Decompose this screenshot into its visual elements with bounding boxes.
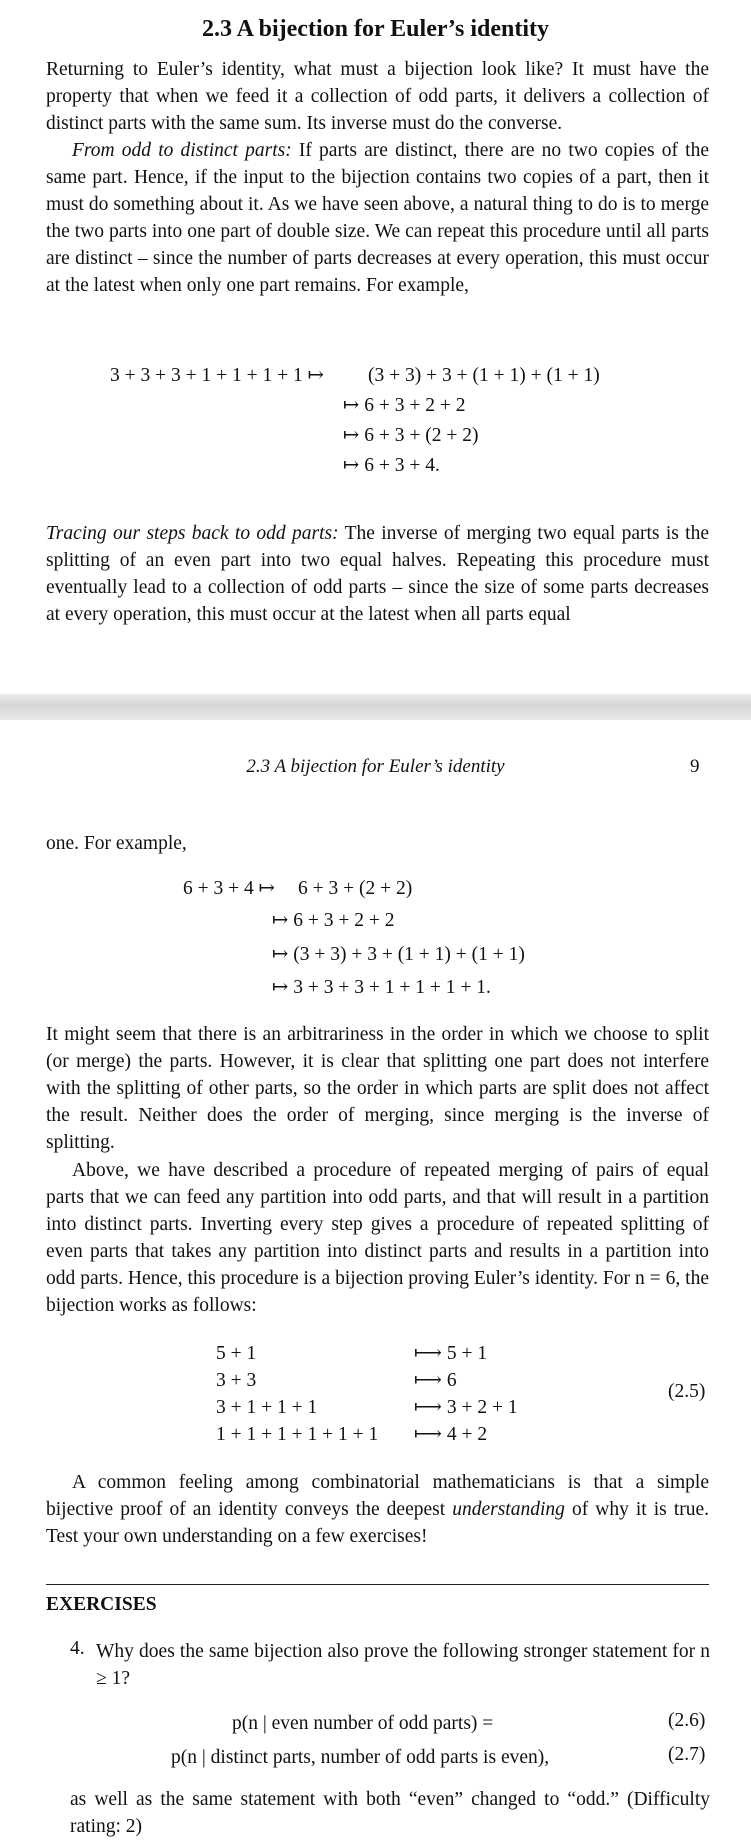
example-line: ↦ 3 + 3 + 3 + 1 + 1 + 1 + 1. <box>272 977 491 998</box>
running-head: 2.3 A bijection for Euler’s identity <box>246 756 505 777</box>
example-line: 6 + 3 + (2 + 2) <box>298 878 413 899</box>
table-left: 1 + 1 + 1 + 1 + 1 + 1 <box>216 1424 379 1445</box>
exercises-heading: EXERCISES <box>46 1594 157 1615</box>
paragraph-understanding <box>46 1469 709 1550</box>
example-lhs: 6 + 3 + 4 ↦ <box>183 878 275 899</box>
paragraph-body: A common feeling among combinatorial mathematicians is that a simple bijective proof of an identity conveys the deepest <box>46 1472 709 1520</box>
example-line: ↦ 6 + 3 + 4. <box>343 455 440 476</box>
paragraph-intro: Returning to Euler’s identity, what must a bijection look like? It must have the property that when we feed it a collection of odd parts, it delivers a collection of distinct parts with the same sum. Its inverse must do the converse. <box>46 59 709 134</box>
exercise-number: 4. <box>70 1638 85 1659</box>
equation-number: (2.6) <box>668 1710 706 1731</box>
exercise-equation: p(n | even number of odd parts) = <box>232 1713 494 1734</box>
example-line: (3 + 3) + 3 + (1 + 1) + (1 + 1) <box>368 365 600 386</box>
paragraph-odd-to-distinct <box>46 137 709 299</box>
section-heading: 2.3 A bijection for Euler’s identity <box>201 16 550 42</box>
example-line: ↦ 6 + 3 + (2 + 2) <box>343 425 479 446</box>
table-right: ⟼ 6 <box>414 1370 457 1391</box>
section-divider <box>46 1584 709 1585</box>
paragraph-procedure: Above, we have described a procedure of repeated merging of pairs of equal parts that we can feed any partition into odd parts, and that will result in a partition into distinct parts. Inverting every step gives a procedure of repeated splitting of even parts that takes any partition into distinct parts and results in a partition into odd parts. Hence, this procedure is a bijection proving Euler’s identity. For n = 6, the bijection works as follows: <box>46 1160 709 1316</box>
page-number: 9 <box>690 756 700 777</box>
example-line: ↦ (3 + 3) + 3 + (1 + 1) + (1 + 1) <box>272 944 525 965</box>
equation-number: (2.7) <box>668 1744 706 1765</box>
paragraph-body: The inverse of merging two equal parts is the splitting of an even part into two equal halves. Repeating this procedure must eventually lead to a collection of odd parts – since the size of some parts decreases at every operation, this must occur at the latest when all parts equal <box>46 523 709 625</box>
example-lhs: 3 + 3 + 3 + 1 + 1 + 1 + 1 ↦ <box>110 365 324 386</box>
table-right: ⟼ 4 + 2 <box>414 1424 488 1445</box>
paragraph-lead: Tracing our steps back to odd parts: <box>46 523 339 544</box>
paragraph-body: of why it is true. Test your own understanding on a few exercises! <box>46 1499 710 1547</box>
paragraph-body: If parts are distinct, there are no two copies of the same part. Hence, if the input to the bijection contains two copies of a part, then it must do something about it. As we have seen above, a natural thing to do is to merge the two parts into one part of double size. We can repeat this procedure until all parts are distinct – since the number of parts decreases at every operation, this must occur at the latest when only one part remains. For example, <box>46 140 709 296</box>
example-line: ↦ 6 + 3 + 2 + 2 <box>272 910 395 931</box>
paragraph-arbitrariness: It might seem that there is an arbitrariness in the order in which we choose to split (or merge) the parts. However, it is clear that splitting one part does not interfere with the splitting of other parts, so the order in which parts are split does not affect the result. Neither does the order of merging, since merging is the inverse of splitting. <box>46 1024 709 1153</box>
paragraph-lead: From odd to distinct parts: <box>72 140 292 161</box>
paragraph-continuation: one. For example, <box>46 833 187 854</box>
example-line: ↦ 6 + 3 + 2 + 2 <box>343 395 466 416</box>
page-top <box>0 0 751 694</box>
table-left: 5 + 1 <box>216 1343 257 1364</box>
paragraph-tracing-back <box>46 520 709 628</box>
table-left: 3 + 1 + 1 + 1 <box>216 1397 318 1418</box>
table-left: 3 + 3 <box>216 1370 257 1391</box>
table-right: ⟼ 5 + 1 <box>414 1343 488 1364</box>
equation-number: (2.5) <box>668 1381 706 1402</box>
emphasis: understanding <box>452 1499 565 1520</box>
exercise-equation: p(n | distinct parts, number of odd parts is even), <box>171 1747 550 1768</box>
exercise-followup: as well as the same statement with both “even” changed to “odd.” (Difficulty rating: 2) <box>70 1789 710 1837</box>
page-separator <box>0 694 751 720</box>
exercise-text: Why does the same bijection also prove the following stronger statement for n ≥ 1? <box>96 1641 710 1689</box>
table-right: ⟼ 3 + 2 + 1 <box>414 1397 518 1418</box>
